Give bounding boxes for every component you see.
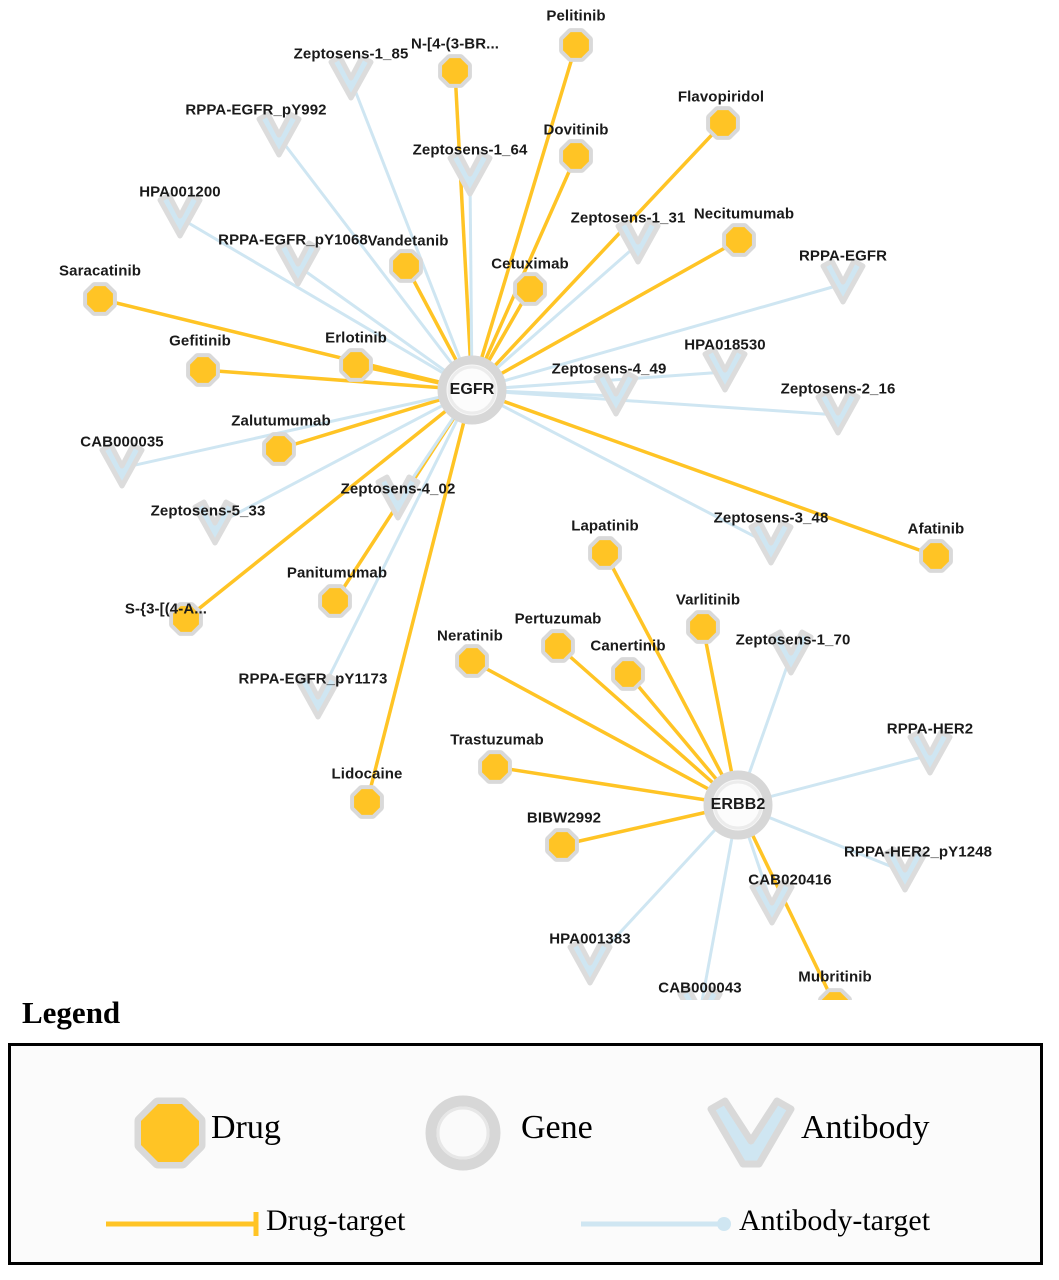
- drug-node-shape: [87, 286, 113, 312]
- drug-label: Neratinib: [437, 627, 503, 645]
- drug-node[interactable]: [482, 754, 508, 780]
- drug-label: Saracatinib: [59, 262, 141, 280]
- drug-node-shape: [354, 789, 380, 815]
- drug-target-edge: [472, 390, 936, 556]
- antibody-label: HPA001383: [549, 930, 631, 948]
- drug-label: Mubritinib: [798, 968, 872, 986]
- drug-node-shape: [726, 227, 752, 253]
- antibody-label: RPPA-EGFR_pY1068: [218, 231, 368, 249]
- drug-label: Canertinib: [590, 637, 666, 655]
- antibody-node-shape: [160, 195, 200, 236]
- drug-node-shape: [710, 110, 736, 136]
- drug-node[interactable]: [563, 143, 589, 169]
- drug-node-shape: [190, 357, 216, 383]
- antibody-node[interactable]: [259, 114, 299, 155]
- drug-label: Gefitinib: [169, 332, 231, 350]
- legend-antibody-edge-icon: [581, 1217, 731, 1231]
- antibody-label: Zeptosens-1_31: [570, 209, 686, 227]
- drug-label: Necitumumab: [693, 205, 795, 223]
- drug-node[interactable]: [615, 661, 641, 687]
- drug-label: Lapatinib: [571, 517, 639, 535]
- antibody-label: RPPA-EGFR_pY1173: [238, 670, 388, 688]
- antibody-node[interactable]: [160, 195, 200, 236]
- antibody-label: CAB000035: [80, 433, 164, 451]
- antibody-node[interactable]: [450, 153, 490, 194]
- drug-label: Trastuzumab: [450, 731, 544, 749]
- antibody-label: CAB020416: [748, 871, 832, 889]
- drug-node-shape: [545, 633, 571, 659]
- antibody-node[interactable]: [751, 522, 791, 563]
- antibody-node-shape: [705, 349, 745, 390]
- legend-label-drug: Drug: [211, 1109, 281, 1146]
- antibody-node[interactable]: [570, 942, 610, 983]
- antibody-node[interactable]: [705, 349, 745, 390]
- drug-label: Lidocaine: [331, 765, 403, 783]
- legend-label-antibody: Antibody: [801, 1109, 930, 1146]
- antibody-label: HPA018530: [684, 336, 766, 354]
- drug-label: Zalutumumab: [231, 412, 331, 430]
- drug-label: Vandetanib: [367, 232, 449, 250]
- antibody-node[interactable]: [823, 261, 863, 302]
- antibody-label: Zeptosens-1_70: [735, 631, 851, 649]
- drug-node[interactable]: [592, 540, 618, 566]
- drug-node[interactable]: [822, 992, 848, 1000]
- antibody-target-edge: [318, 390, 472, 699]
- drug-node-shape: [517, 276, 543, 302]
- drug-node-shape: [615, 661, 641, 687]
- drug-node[interactable]: [459, 648, 485, 674]
- antibody-label: RPPA-HER2_pY1248: [843, 843, 993, 861]
- drug-node[interactable]: [710, 110, 736, 136]
- drug-label: N-[4-(3-BR...: [411, 35, 499, 53]
- legend-antibody-icon: [711, 1101, 791, 1164]
- legend-box: [8, 1043, 1043, 1265]
- antibody-label: RPPA-EGFR_pY992: [185, 101, 327, 119]
- drug-node[interactable]: [190, 357, 216, 383]
- drug-label: Pertuzumab: [514, 610, 602, 628]
- drug-label: Varlitinib: [675, 591, 741, 609]
- drug-node-shape: [442, 58, 468, 84]
- antibody-label: RPPA-HER2: [886, 720, 974, 738]
- drug-node-shape: [393, 253, 419, 279]
- drug-node[interactable]: [517, 276, 543, 302]
- drug-node[interactable]: [563, 32, 589, 58]
- antibody-node[interactable]: [818, 392, 858, 433]
- drug-node-shape: [592, 540, 618, 566]
- drug-node[interactable]: [442, 58, 468, 84]
- drug-node-shape: [343, 352, 369, 378]
- drug-node-shape: [549, 832, 575, 858]
- antibody-label: CAB000043: [658, 979, 742, 997]
- legend-label-gene: Gene: [521, 1109, 593, 1146]
- legend-drug-icon: [141, 1104, 199, 1162]
- antibody-label: Zeptosens-5_33: [150, 502, 266, 520]
- antibody-label: Zeptosens-1_64: [412, 141, 528, 159]
- drug-label: BIBW2992: [526, 809, 602, 827]
- antibody-node-shape: [331, 57, 371, 98]
- antibody-node[interactable]: [331, 57, 371, 98]
- antibody-node-shape: [751, 522, 791, 563]
- drug-label: Erlotinib: [325, 329, 387, 347]
- legend-label-drug-target: Drug-target: [266, 1204, 406, 1237]
- gene-label: ERBB2: [710, 796, 766, 813]
- drug-label: Flavopiridol: [677, 88, 765, 106]
- antibody-node-shape: [818, 392, 858, 433]
- drug-node[interactable]: [87, 286, 113, 312]
- legend-title: Legend: [22, 995, 121, 1030]
- antibody-node-shape: [102, 445, 142, 486]
- antibody-node-shape: [450, 153, 490, 194]
- antibody-label: Zeptosens-4_49: [551, 360, 667, 378]
- antibody-label: Zeptosens-1_85: [293, 45, 409, 63]
- drug-node-shape: [563, 143, 589, 169]
- legend-drug-edge-icon: [106, 1212, 256, 1236]
- drug-label: Panitumumab: [286, 564, 388, 582]
- antibody-node[interactable]: [102, 445, 142, 486]
- drug-label: Pelitinib: [546, 7, 606, 25]
- drug-target-edge: [472, 45, 576, 390]
- drug-node[interactable]: [322, 588, 348, 614]
- antibody-node-shape: [570, 942, 610, 983]
- drug-node[interactable]: [266, 436, 292, 462]
- antibody-label: Zeptosens-2_16: [780, 380, 896, 398]
- drug-node-shape: [266, 436, 292, 462]
- drug-node-shape: [690, 614, 716, 640]
- drug-node-shape: [322, 588, 348, 614]
- antibody-label: RPPA-EGFR: [798, 247, 888, 265]
- drug-label: S-{3-[(4-A...: [124, 600, 208, 618]
- drug-label: Afatinib: [907, 520, 965, 538]
- antibody-node-shape: [910, 732, 950, 773]
- drug-node[interactable]: [690, 614, 716, 640]
- antibody-label: HPA001200: [139, 183, 221, 201]
- drug-node[interactable]: [393, 253, 419, 279]
- drug-node-shape: [459, 648, 485, 674]
- drug-node[interactable]: [343, 352, 369, 378]
- drug-node-shape: [482, 754, 508, 780]
- legend-gene-icon: [431, 1101, 495, 1165]
- gene-label: EGFR: [449, 381, 495, 398]
- antibody-label: Zeptosens-4_02: [340, 480, 456, 498]
- legend-label-antibody-target: Antibody-target: [739, 1204, 931, 1237]
- antibody-node-shape: [259, 114, 299, 155]
- drug-node[interactable]: [354, 789, 380, 815]
- drug-node[interactable]: [726, 227, 752, 253]
- drug-node-shape: [563, 32, 589, 58]
- drug-node[interactable]: [923, 543, 949, 569]
- drug-label: Dovitinib: [543, 121, 609, 139]
- antibody-node-shape: [823, 261, 863, 302]
- drug-label: Cetuximab: [491, 255, 569, 273]
- antibody-label: Zeptosens-3_48: [713, 509, 829, 527]
- drug-node[interactable]: [545, 633, 571, 659]
- drug-node-shape: [923, 543, 949, 569]
- drug-node[interactable]: [549, 832, 575, 858]
- antibody-node[interactable]: [910, 732, 950, 773]
